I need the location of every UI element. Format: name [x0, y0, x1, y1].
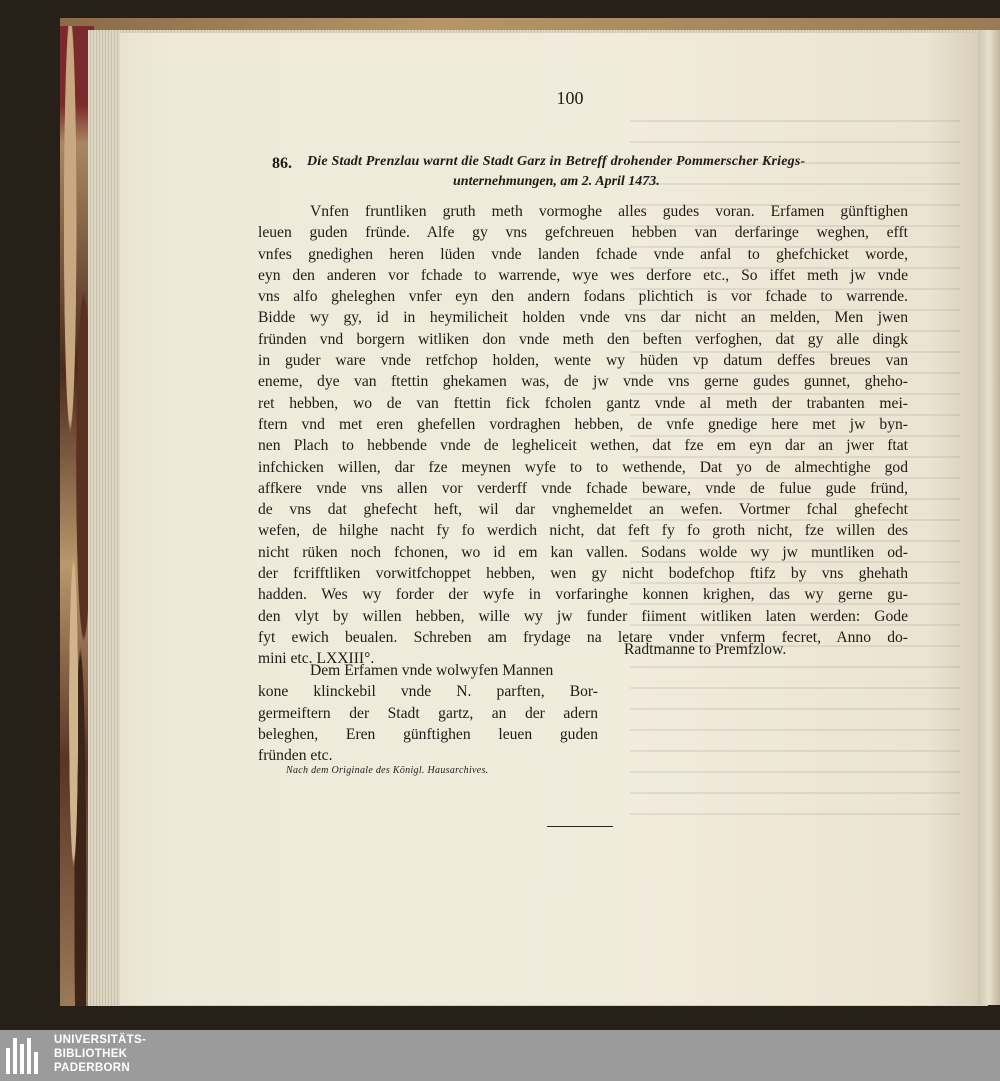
- letter-address: [258, 660, 598, 766]
- body-line: affkere vnde vns allen vor verderff vnde fchade beware, vnde de fulue gude fründ,: [258, 479, 908, 497]
- body-line: nen Plach to hebbende vnde de legheliceit wethen, dat fze em eyn dar an jwer ftat: [258, 437, 908, 455]
- body-line: Vnfen fruntliken gruth meth vormoghe alles gudes voran. Erfamen günftighen: [310, 203, 908, 220]
- address-line: fründen etc.: [258, 747, 333, 765]
- body-line: den vlyt by willen hebben, wille wy jw funder fiiment witliken laten werden: Gode: [258, 607, 908, 625]
- body-line: de vns dat ghefecht heft, wil dar vnghemeldet an wefen. Vortmer fchal ghefecht: [258, 501, 908, 519]
- document-number: 86.: [272, 155, 292, 172]
- logo-line: BIBLIOTHEK: [54, 1048, 128, 1060]
- body-line: vnfes gnedighen heren lüden vnde landen fchade vnde anfal to ghefchicket worde,: [258, 245, 908, 263]
- section-divider: [547, 826, 613, 827]
- body-line: ftern vnd met eren ghefellen vordraghen hebben, de vnfe gnedige here met jw byn-: [258, 415, 908, 433]
- body-line: eneme, dye van ftettin ghekamen was, de jw vnde vns gerne gudes gunnet, gheho-: [258, 373, 908, 391]
- document-heading-line-1: Die Stadt Prenzlau warnt die Stadt Garz in Betreff drohender Pommerscher Kriegs-: [307, 154, 806, 169]
- body-line: wefen, de hilghe nacht fy fo werdich nicht, dat feft fy fo groth nicht, fze willen des: [258, 522, 908, 540]
- logo-line: UNIVERSITÄTS-: [54, 1034, 147, 1046]
- body-line: vns alfo gheleghen vnfer eyn den andern fodans plichtich is vor fchade to warrende.: [258, 288, 908, 306]
- letter-signoff: Radtmanne to Premfzlow.: [624, 641, 787, 658]
- logo-line: PADERBORN: [54, 1062, 130, 1074]
- library-logo-text: [54, 1033, 146, 1075]
- body-line: in guder ware vnde retfchop holden, wente wy hüden vp datum deffes breues van: [258, 352, 908, 370]
- body-line: leuen guden fründe. Alfe gy vns gefchreuen hebben van derfaringe weghen, efft: [258, 224, 908, 242]
- source-note: Nach dem Originale des Königl. Hausarchives.: [286, 765, 489, 776]
- library-logo-icon: [6, 1038, 44, 1074]
- body-line: eyn den anderen vor fchade to warrende, wye wes derfore etc., So iffet meth jw vnde: [258, 266, 908, 284]
- address-line: kone klinckebil vnde N. parften, Bor-: [258, 683, 598, 701]
- body-line: ret hebben, wo de van ftettin fick fcholen gantz vnde al meth der trabanten mei-: [258, 394, 908, 412]
- body-line: fründen vnd borgern witliken don vnde meth den beften verfoghen, dat gy alle dingk: [258, 330, 908, 348]
- body-line: mini etc. LXXIII°.: [258, 650, 375, 668]
- address-line: beleghen, Eren günftighen leuen guden: [258, 725, 598, 743]
- body-line: hadden. Wes wy forder der wyfe in vorfaringhe konnen krighen, das wy gerne gu-: [258, 586, 908, 604]
- body-line: fyt ewich beualen. Schreben am frydage na letare vnder vnferm fecret, Anno do-: [258, 628, 908, 646]
- body-line: infchicken willen, dar fze meynen wyfe to to wethende, Dat yo de almechtighe god: [258, 458, 908, 476]
- body-line: Bidde wy gy, id in heymilicheit holden vnde vns dar nicht an melden, Men jwen: [258, 309, 908, 327]
- address-line: germeiftern der Stadt gartz, an der adern: [258, 704, 598, 722]
- document-heading-line-2: unternehmungen, am 2. April 1473.: [453, 174, 660, 189]
- page-number: 100: [556, 88, 584, 108]
- body-line: der fcrifftliken vorwitfchoppet hebben, wen gy nicht bodefchop ftifz by vns ghehath: [258, 565, 908, 583]
- page-right-edge: [978, 30, 1000, 1005]
- library-footer: [0, 1030, 1000, 1081]
- body-line: nicht rüken noch fchonen, wo id em kan vallen. Sodans wolde wy jw muntliken od-: [258, 543, 908, 561]
- letter-body: [258, 201, 908, 670]
- address-line: Dem Erfamen vnde wolwyfen Mannen: [310, 662, 554, 679]
